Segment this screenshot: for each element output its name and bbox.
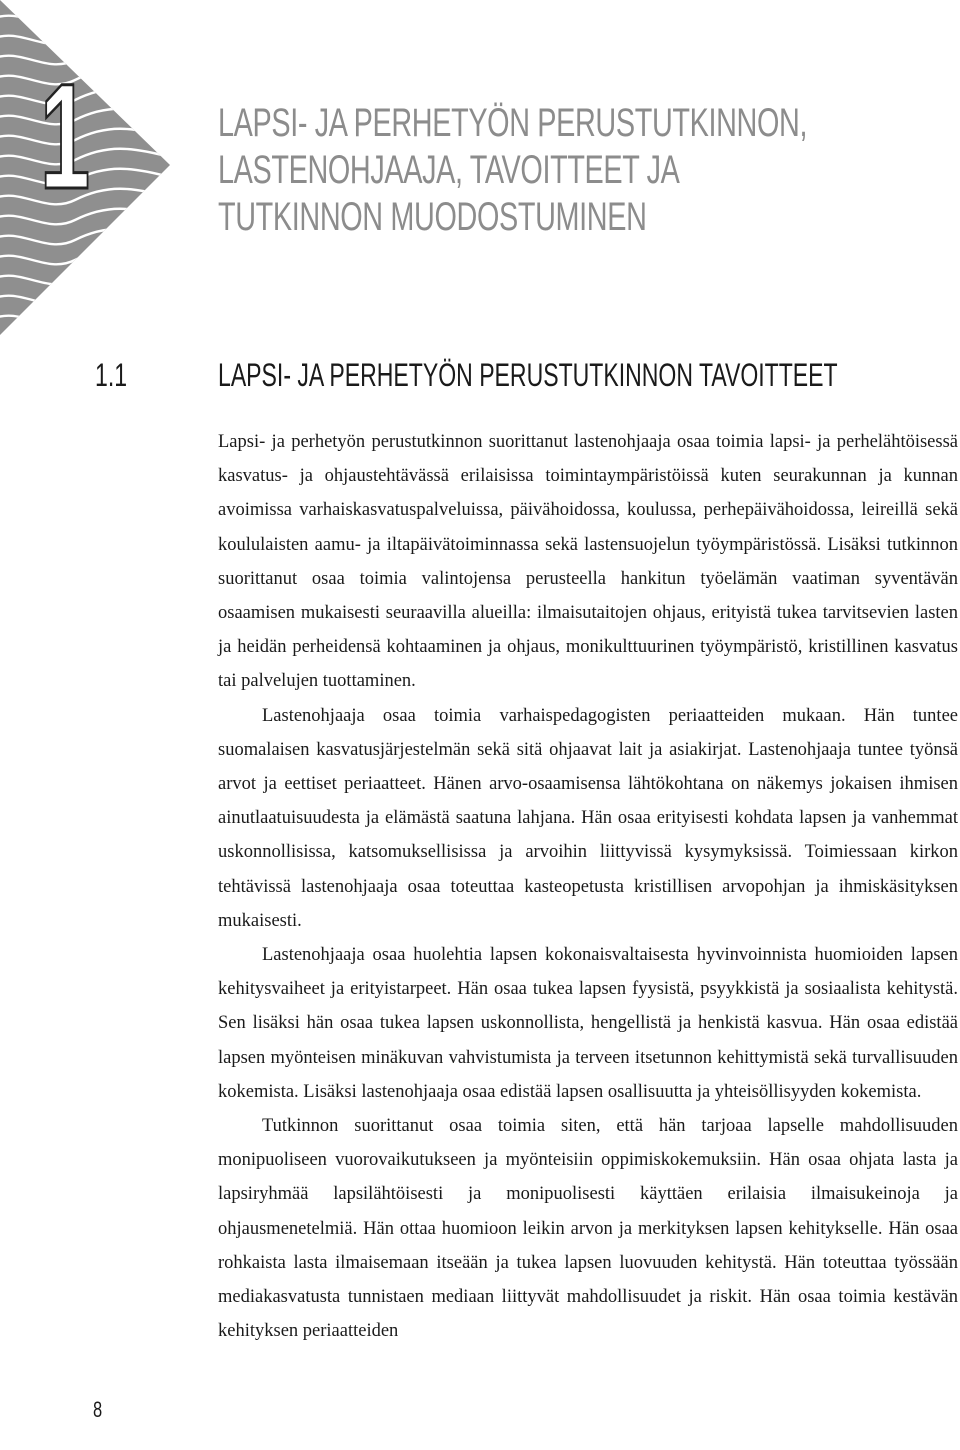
page-number: 8 [93,1397,103,1422]
section-number: 1.1 [95,357,128,393]
chapter-title [218,100,808,241]
chapter-corner-graphic [0,0,175,335]
paragraph: Tutkinnon suorittanut osaa toimia siten, että hän tarjoaa lapselle mahdollisuuden monipuoliseen vuorovaikutukseen ja myönteisiin oppimiskokemuksiin. Hän osaa ohjata lasta ja lapsiryhmää lapsilähtöisesti ja monipuolisesti käyttäen erilaisia ilmaisukeinoja ja ohjausmenetelmiä. Hän ottaa huomioon leikin arvon ja merkityksen lapsen kehitykselle. Hän osaa rohkaista lasta ilmaisemaan itseään ja tukea lapsen luovuuden kehitystä. Hän toteuttaa työssään mediakasvatusta tunnistaen mediaan liittyvät mahdollisuudet ja riskit. Hän osaa toimia kestävän kehityksen periaatteiden [218,1116,958,1342]
section-title: LAPSI- JA PERHETYÖN PERUSTUTKINNON TAVOITTEET [218,357,838,393]
paragraph: Lastenohjaaja osaa toimia varhaispedagogisten periaatteiden mukaan. Hän tuntee suomalaisen kasvatusjärjestelmän sekä sitä ohjaavat lait ja asiakirjat. Lastenohjaaja tuntee työnsä arvot ja eettiset periaatteet. Hänen arvo-osaamisensa lähtökohtana on näkemys jokaisen ihmisen ainutlaatuisuudesta ja elämästä saatuna lahjana. Hän osaa erityisesti kohdata lapsen ja vanhemmat uskonnollisissa, katsomuksellisissa ja arvoihin liittyvissä kysymyksissä. Toimiessaan kirkon tehtävissä lastenohjaaja osaa toteuttaa kasteopetusta kristillisen arvopohjan ja ihmiskäsityksen mukaisesti. [218,705,958,931]
paragraph: Lapsi- ja perhetyön perustutkinnon suorittanut lastenohjaaja osaa toimia lapsi- ja perhelähtöisessä kasvatus- ja ohjaustehtävässä erilaisissa toimintaympäristöissä kuten seurakunnan ja kunnan avoimissa varhaiskasvatuspalveluissa, päivähoidossa, koulussa, perhepäivähoidossa, leireillä sekä koululaisten aamu- ja iltapäivätoiminnassa sekä lastensuojelun työympäristössä. Lisäksi tutkinnon suorittanut osaa toimia valintojensa perusteella hankitun työelämän vaatiman syventävän osaamisen mukaisesti seuraavilla alueilla: ilmaisutaitojen ohjaus, erityistä tukea tarvitsevien lasten ja heidän perheidensä kohtaaminen ja ohjaus, monikulttuurinen työympäristö, kristillinen kasvatus tai palvelujen tuottaminen. [218,432,958,692]
paragraph: Lastenohjaaja osaa huolehtia lapsen kokonaisvaltaisesta hyvinvoinnista huomioiden lapsen kehitysvaiheet ja erityistarpeet. Hän osaa tukea lapsen fyysistä, psyykkistä ja sosiaalista kehitystä. Sen lisäksi hän osaa tukea lapsen uskonnollista, hengellistä ja henkistä kasvua. Hän osaa edistää lapsen myönteisen minäkuvan vahvistumista ja terveen itsetunnon kehittymistä sekä turvallisuuden kokemista. Lisäksi lastenohjaaja osaa edistää lapsen osallisuutta ja yhteisöllisyyden kokemista. [218,945,958,1102]
chapter-title-line: TUTKINNON MUODOSTUMINEN [218,195,647,239]
chapter-title-line: LASTENOHJAAJA, TAVOITTEET JA [218,148,680,192]
chapter-number: 1 [40,53,91,221]
body-text [218,425,958,1348]
chapter-title-line: LAPSI- JA PERHETYÖN PERUSTUTKINNON, [218,101,808,145]
